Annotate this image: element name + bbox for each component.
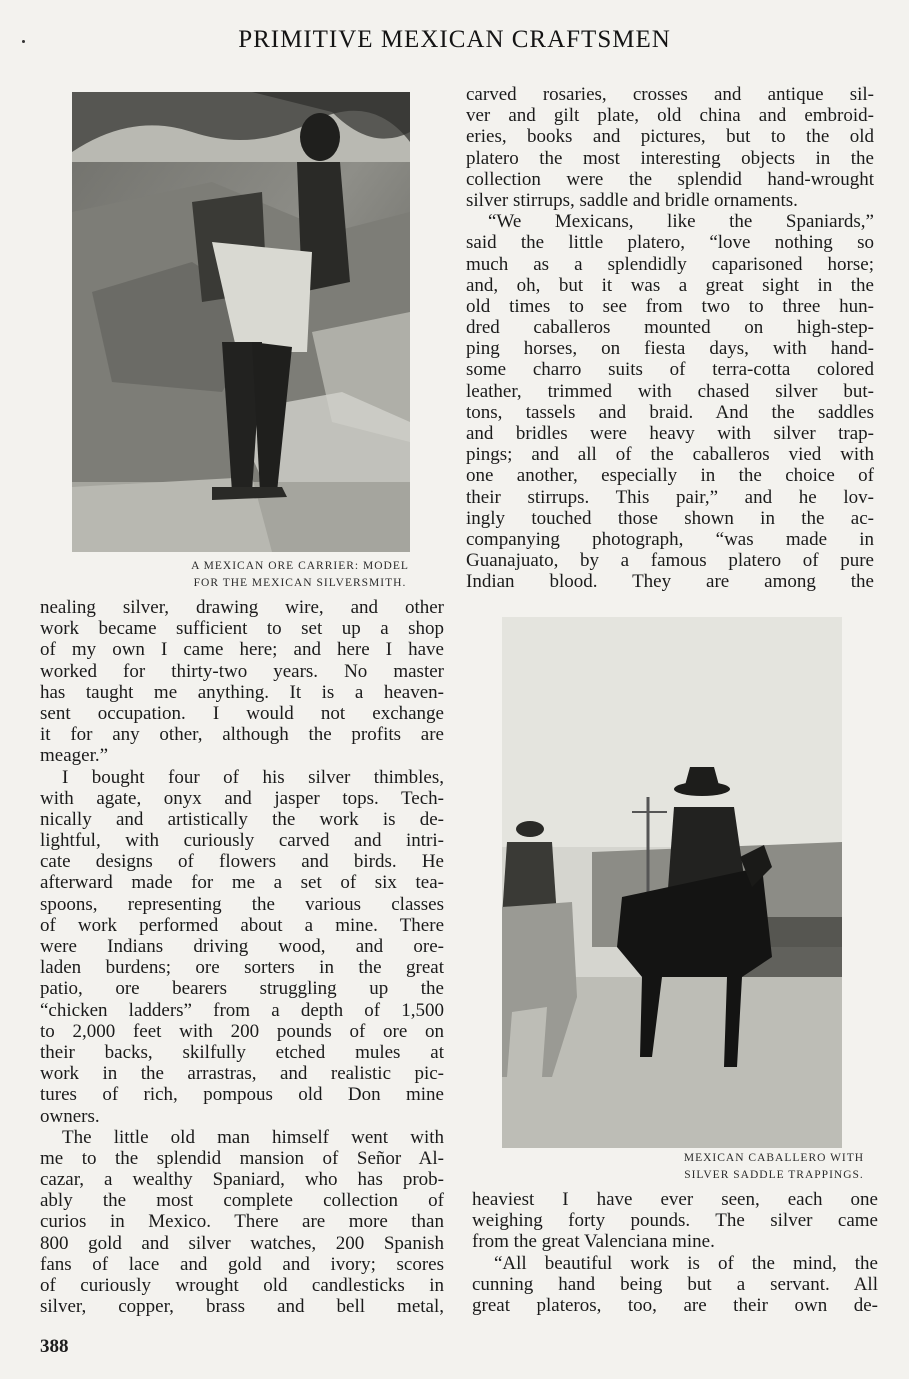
caption-line: MEXICAN CABALLERO WITH: [683, 1152, 865, 1164]
text-line: some charro suits of terra-cotta colored: [466, 359, 874, 381]
right-column-bottom: [472, 1189, 878, 1316]
text-line: curios in Mexico. There are more than: [40, 1211, 444, 1233]
text-line: sent occupation. I would not exchange: [40, 702, 444, 724]
text-line: ping horses, on fiesta days, with hand-: [466, 338, 874, 360]
text-line: “All beautiful work is of the mind, the: [494, 1252, 878, 1274]
text-line: leather, trimmed with chased silver but-: [466, 380, 874, 402]
text-line: ingly touched those shown in the ac-: [466, 507, 874, 529]
text-line: afterward made for me a set of six tea-: [40, 872, 444, 894]
caballero-illustration: [502, 617, 842, 1148]
text-line: silver, copper, brass and bell metal,: [40, 1296, 444, 1318]
text-line: of my own I came here; and here I have: [40, 639, 444, 661]
text-line: were Indians driving wood, and ore-: [40, 936, 444, 957]
text-line: said the little platero, “love nothing so: [466, 232, 874, 254]
caption-line: A MEXICAN ORE CARRIER: MODEL: [191, 560, 409, 572]
text-line: of work performed about a mine. There: [40, 914, 444, 936]
text-line: has taught me anything. It is a heaven-: [40, 681, 444, 703]
text-line: patio, ore bearers struggling up the: [40, 978, 444, 1000]
text-line: from the great Valenciana mine.: [472, 1231, 715, 1253]
right-column-top: [466, 84, 874, 593]
text-line: work in the arrastras, and realistic pic-: [40, 1063, 444, 1085]
text-line: ably the most complete collection of: [40, 1190, 444, 1212]
text-line: I bought four of his silver thimbles,: [62, 766, 444, 788]
text-line: their backs, skilfully etched mules at: [40, 1041, 444, 1063]
text-line: dred caballeros mounted on high-step-: [466, 317, 874, 339]
text-line: Indian blood. They are among the: [466, 571, 874, 593]
text-line: cate designs of flowers and birds. He: [40, 851, 444, 873]
ore-carrier-caption: [150, 558, 450, 592]
left-column: [40, 597, 444, 1317]
text-line: “chicken ladders” from a depth of 1,500: [40, 999, 444, 1021]
text-line: me to the splendid mansion of Señor Al-: [40, 1147, 444, 1169]
text-line: Guanajuato, by a famous platero of pure: [466, 550, 874, 572]
text-line: 800 gold and silver watches, 200 Spanish: [40, 1232, 444, 1254]
caption-line: FOR THE MEXICAN SILVERSMITH.: [193, 577, 407, 589]
text-line: companying photograph, “was made in: [466, 528, 874, 550]
text-line: “We Mexicans, like the Spaniards,”: [488, 211, 874, 233]
text-line: fans of lace and gold and ivory; scores: [40, 1253, 444, 1275]
text-line: meager.”: [40, 745, 109, 767]
text-line: weighing forty pounds. The silver came: [472, 1210, 878, 1232]
text-line: it for any other, although the profits are: [40, 724, 444, 746]
text-line: and, oh, but it was a great sight in the: [466, 274, 874, 296]
text-line: to 2,000 feet with 200 pounds of ore on: [40, 1020, 444, 1042]
text-line: silver stirrups, saddle and bridle ornaments.: [466, 189, 798, 211]
text-line: old times to see from two to three hun-: [466, 295, 874, 317]
text-line: much as a splendidly caparisoned horse;: [466, 253, 874, 275]
text-line: heaviest I have ever seen, each one: [472, 1189, 878, 1210]
text-line: cunning hand being but a servant. All: [472, 1273, 878, 1295]
text-line: their stirrups. This pair,” and he lov-: [466, 486, 874, 508]
text-line: carved rosaries, crosses and antique sil-: [466, 84, 874, 105]
text-line: tures of rich, pompous old Don mine: [40, 1084, 444, 1106]
text-line: cazar, a wealthy Spaniard, who has prob-: [40, 1169, 444, 1191]
text-line: laden burdens; ore sorters in the great: [40, 957, 444, 979]
text-line: of curiously wrought old candlesticks in: [40, 1275, 444, 1296]
text-line: ver and gilt plate, old china and embroid-: [466, 105, 874, 127]
text-line: The little old man himself went with: [62, 1126, 444, 1148]
text-line: lightful, with curiously carved and intri-: [40, 830, 444, 852]
text-line: spoons, representing the various classes: [40, 893, 444, 915]
page-number: 388: [40, 1336, 69, 1357]
text-line: eries, books and pictures, but to the old: [466, 126, 874, 148]
caballero-caption: [640, 1150, 908, 1184]
text-line: great plateros, too, are their own de-: [472, 1294, 878, 1316]
text-line: owners.: [40, 1105, 100, 1127]
text-line: worked for thirty-two years. No master: [40, 660, 444, 682]
text-line: platero the most interesting objects in the: [466, 147, 874, 169]
ore-carrier-illustration: [72, 92, 410, 552]
text-line: nically and artistically the work is de-: [40, 808, 444, 830]
caballero-photo: [502, 617, 842, 1148]
text-line: and bridles were heavy with silver trap-: [466, 423, 874, 444]
page-title: PRIMITIVE MEXICAN CRAFTSMEN: [238, 26, 671, 53]
text-line: pings; and all of the caballeros vied with: [466, 444, 874, 466]
text-line: work became sufficient to set up a shop: [40, 618, 444, 640]
text-line: one another, especially in the choice of: [466, 465, 874, 487]
text-line: nealing silver, drawing wire, and other: [40, 597, 444, 618]
text-line: tons, tassels and braid. And the saddles: [466, 401, 874, 423]
text-line: with agate, onyx and jasper tops. Tech-: [40, 787, 444, 809]
text-line: collection were the splendid hand-wrought: [466, 168, 874, 190]
caption-line: SILVER SADDLE TRAPPINGS.: [684, 1169, 864, 1181]
ore-carrier-photo: [72, 92, 410, 552]
